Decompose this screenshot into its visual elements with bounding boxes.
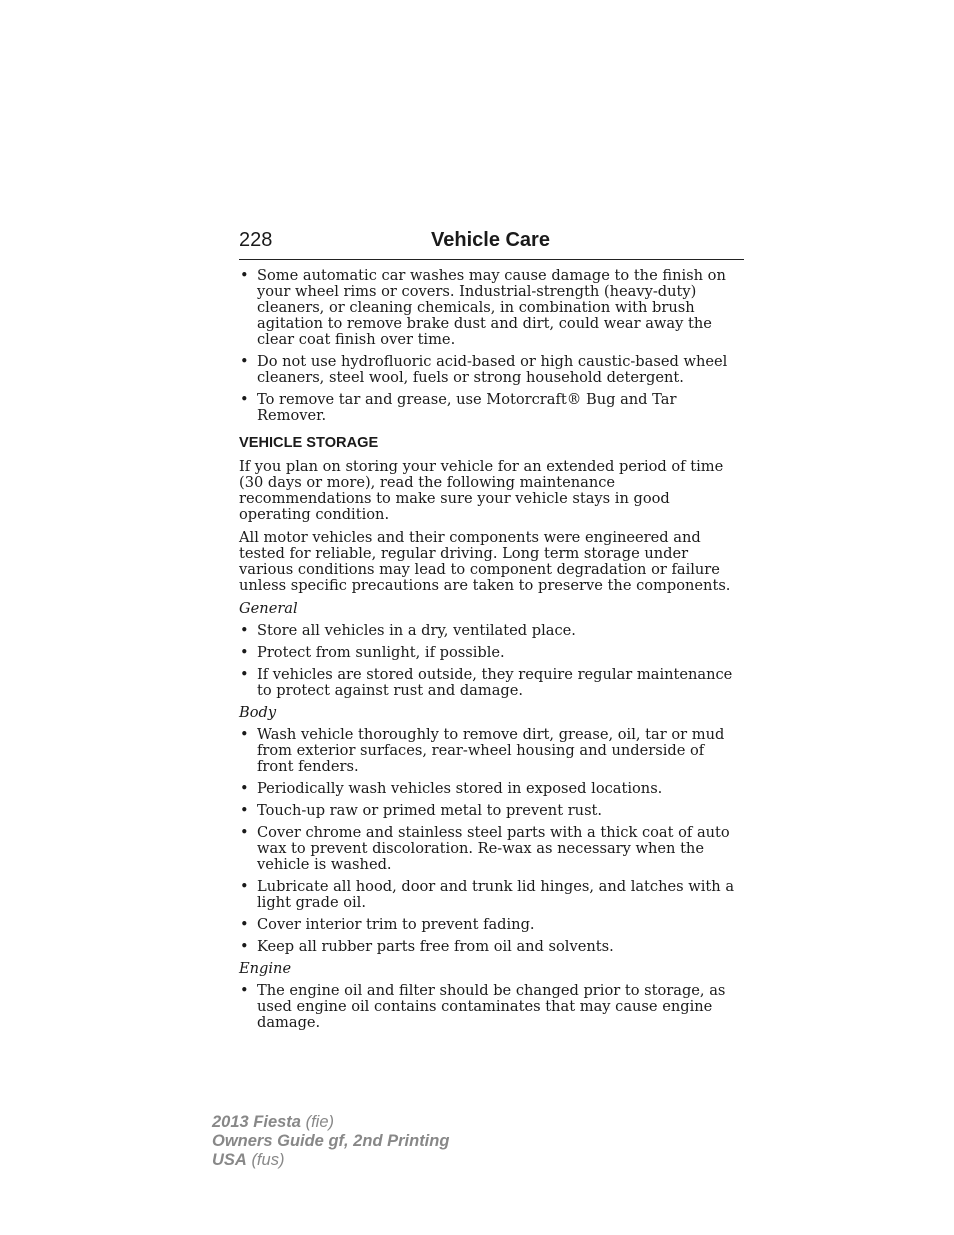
engine-list: [239, 983, 744, 1031]
list-item: [239, 879, 744, 911]
list-item-text: Protect from sunlight, if possible.: [257, 644, 505, 661]
list-item-text: Some automatic car washes may cause damage to the finish on your wheel rims or covers. Industrial-strength (heavy-duty) cleaners, or cleaning chemicals, in combination with brush agitation to remove brake dust and dirt, could wear away the clear coat finish over time.: [257, 267, 726, 348]
bullet-icon: •: [240, 938, 249, 955]
page-footer: [212, 1113, 449, 1170]
list-item-text: Touch-up raw or primed metal to prevent rust.: [257, 802, 603, 819]
bullet-icon: •: [240, 353, 249, 370]
list-item: [239, 727, 744, 775]
list-item: [239, 268, 744, 348]
list-item: [239, 354, 744, 386]
list-item: [239, 917, 744, 933]
bullet-icon: •: [240, 982, 249, 999]
subheading-body: Body: [239, 704, 277, 721]
list-item-text: To remove tar and grease, use Motorcraft® Bug and Tar Remover.: [257, 391, 677, 424]
list-item-text: Periodically wash vehicles stored in exposed locations.: [257, 780, 663, 797]
footer-model-code: (fie): [305, 1113, 334, 1131]
bullet-icon: •: [240, 780, 249, 797]
list-item-text: Cover chrome and stainless steel parts with a thick coat of auto wax to prevent discoloration. Re-wax as necessary when the vehicle is washed.: [257, 824, 730, 873]
list-item: [239, 939, 744, 955]
bullet-icon: •: [240, 267, 249, 284]
footer-model: 2013 Fiesta: [212, 1113, 301, 1131]
subheading-engine: Engine: [239, 960, 292, 977]
bullet-icon: •: [240, 644, 249, 661]
list-item: [239, 667, 744, 699]
bullet-icon: •: [240, 916, 249, 933]
bullet-icon: •: [240, 622, 249, 639]
list-item-text: Keep all rubber parts free from oil and solvents.: [257, 938, 614, 955]
list-item: [239, 392, 744, 424]
body-list: [239, 727, 744, 955]
list-item: [239, 781, 744, 797]
paragraph: If you plan on storing your vehicle for an extended period of time (30 days or more), read the following maintenance recommendations to make sure your vehicle stays in good operating condition.: [239, 458, 724, 523]
bullet-icon: •: [240, 666, 249, 683]
footer-region: USA: [212, 1151, 247, 1169]
subheading-general: General: [239, 600, 298, 617]
bullet-icon: •: [240, 878, 249, 895]
list-item-text: Wash vehicle thoroughly to remove dirt, grease, oil, tar or mud from exterior surfaces, rear-wheel housing and underside of front fenders.: [257, 726, 725, 775]
paragraph: All motor vehicles and their components were engineered and tested for reliable, regular driving. Long term storage under various conditions may lead to component degradation or failure unless specific precautions are taken to preserve the components.: [239, 529, 731, 594]
bullet-icon: •: [240, 726, 249, 743]
list-item: [239, 645, 744, 661]
general-list: [239, 623, 744, 699]
list-item: [239, 623, 744, 639]
footer-line-model: [212, 1113, 449, 1132]
list-item-text: The engine oil and filter should be changed prior to storage, as used engine oil contains contaminates that may cause engine damage.: [257, 982, 726, 1031]
list-item-text: Lubricate all hood, door and trunk lid hinges, and latches with a light grade oil.: [257, 878, 735, 911]
list-item: [239, 983, 744, 1031]
list-item-text: Store all vehicles in a dry, ventilated place.: [257, 622, 576, 639]
list-item-text: If vehicles are stored outside, they require regular maintenance to protect against rust and damage.: [257, 666, 733, 699]
footer-guide: Owners Guide gf, 2nd Printing: [212, 1132, 450, 1150]
page-title: Vehicle Care: [431, 229, 550, 251]
footer-line-region: [212, 1151, 449, 1170]
page-content: [239, 268, 744, 1037]
list-item: [239, 825, 744, 873]
section-heading: VEHICLE STORAGE: [239, 435, 379, 451]
list-item-text: Do not use hydrofluoric acid-based or high caustic-based wheel cleaners, steel wool, fuels or strong household detergent.: [257, 353, 728, 386]
bullet-icon: •: [240, 391, 249, 408]
list-item: [239, 803, 744, 819]
bullet-icon: •: [240, 824, 249, 841]
footer-line-guide: [212, 1132, 449, 1151]
bullet-icon: •: [240, 802, 249, 819]
list-item-text: Cover interior trim to prevent fading.: [257, 916, 535, 933]
page-number: 228: [239, 229, 273, 251]
page-header: [239, 229, 744, 260]
footer-region-code: (fus): [251, 1151, 285, 1169]
top-bullet-list: [239, 268, 744, 424]
